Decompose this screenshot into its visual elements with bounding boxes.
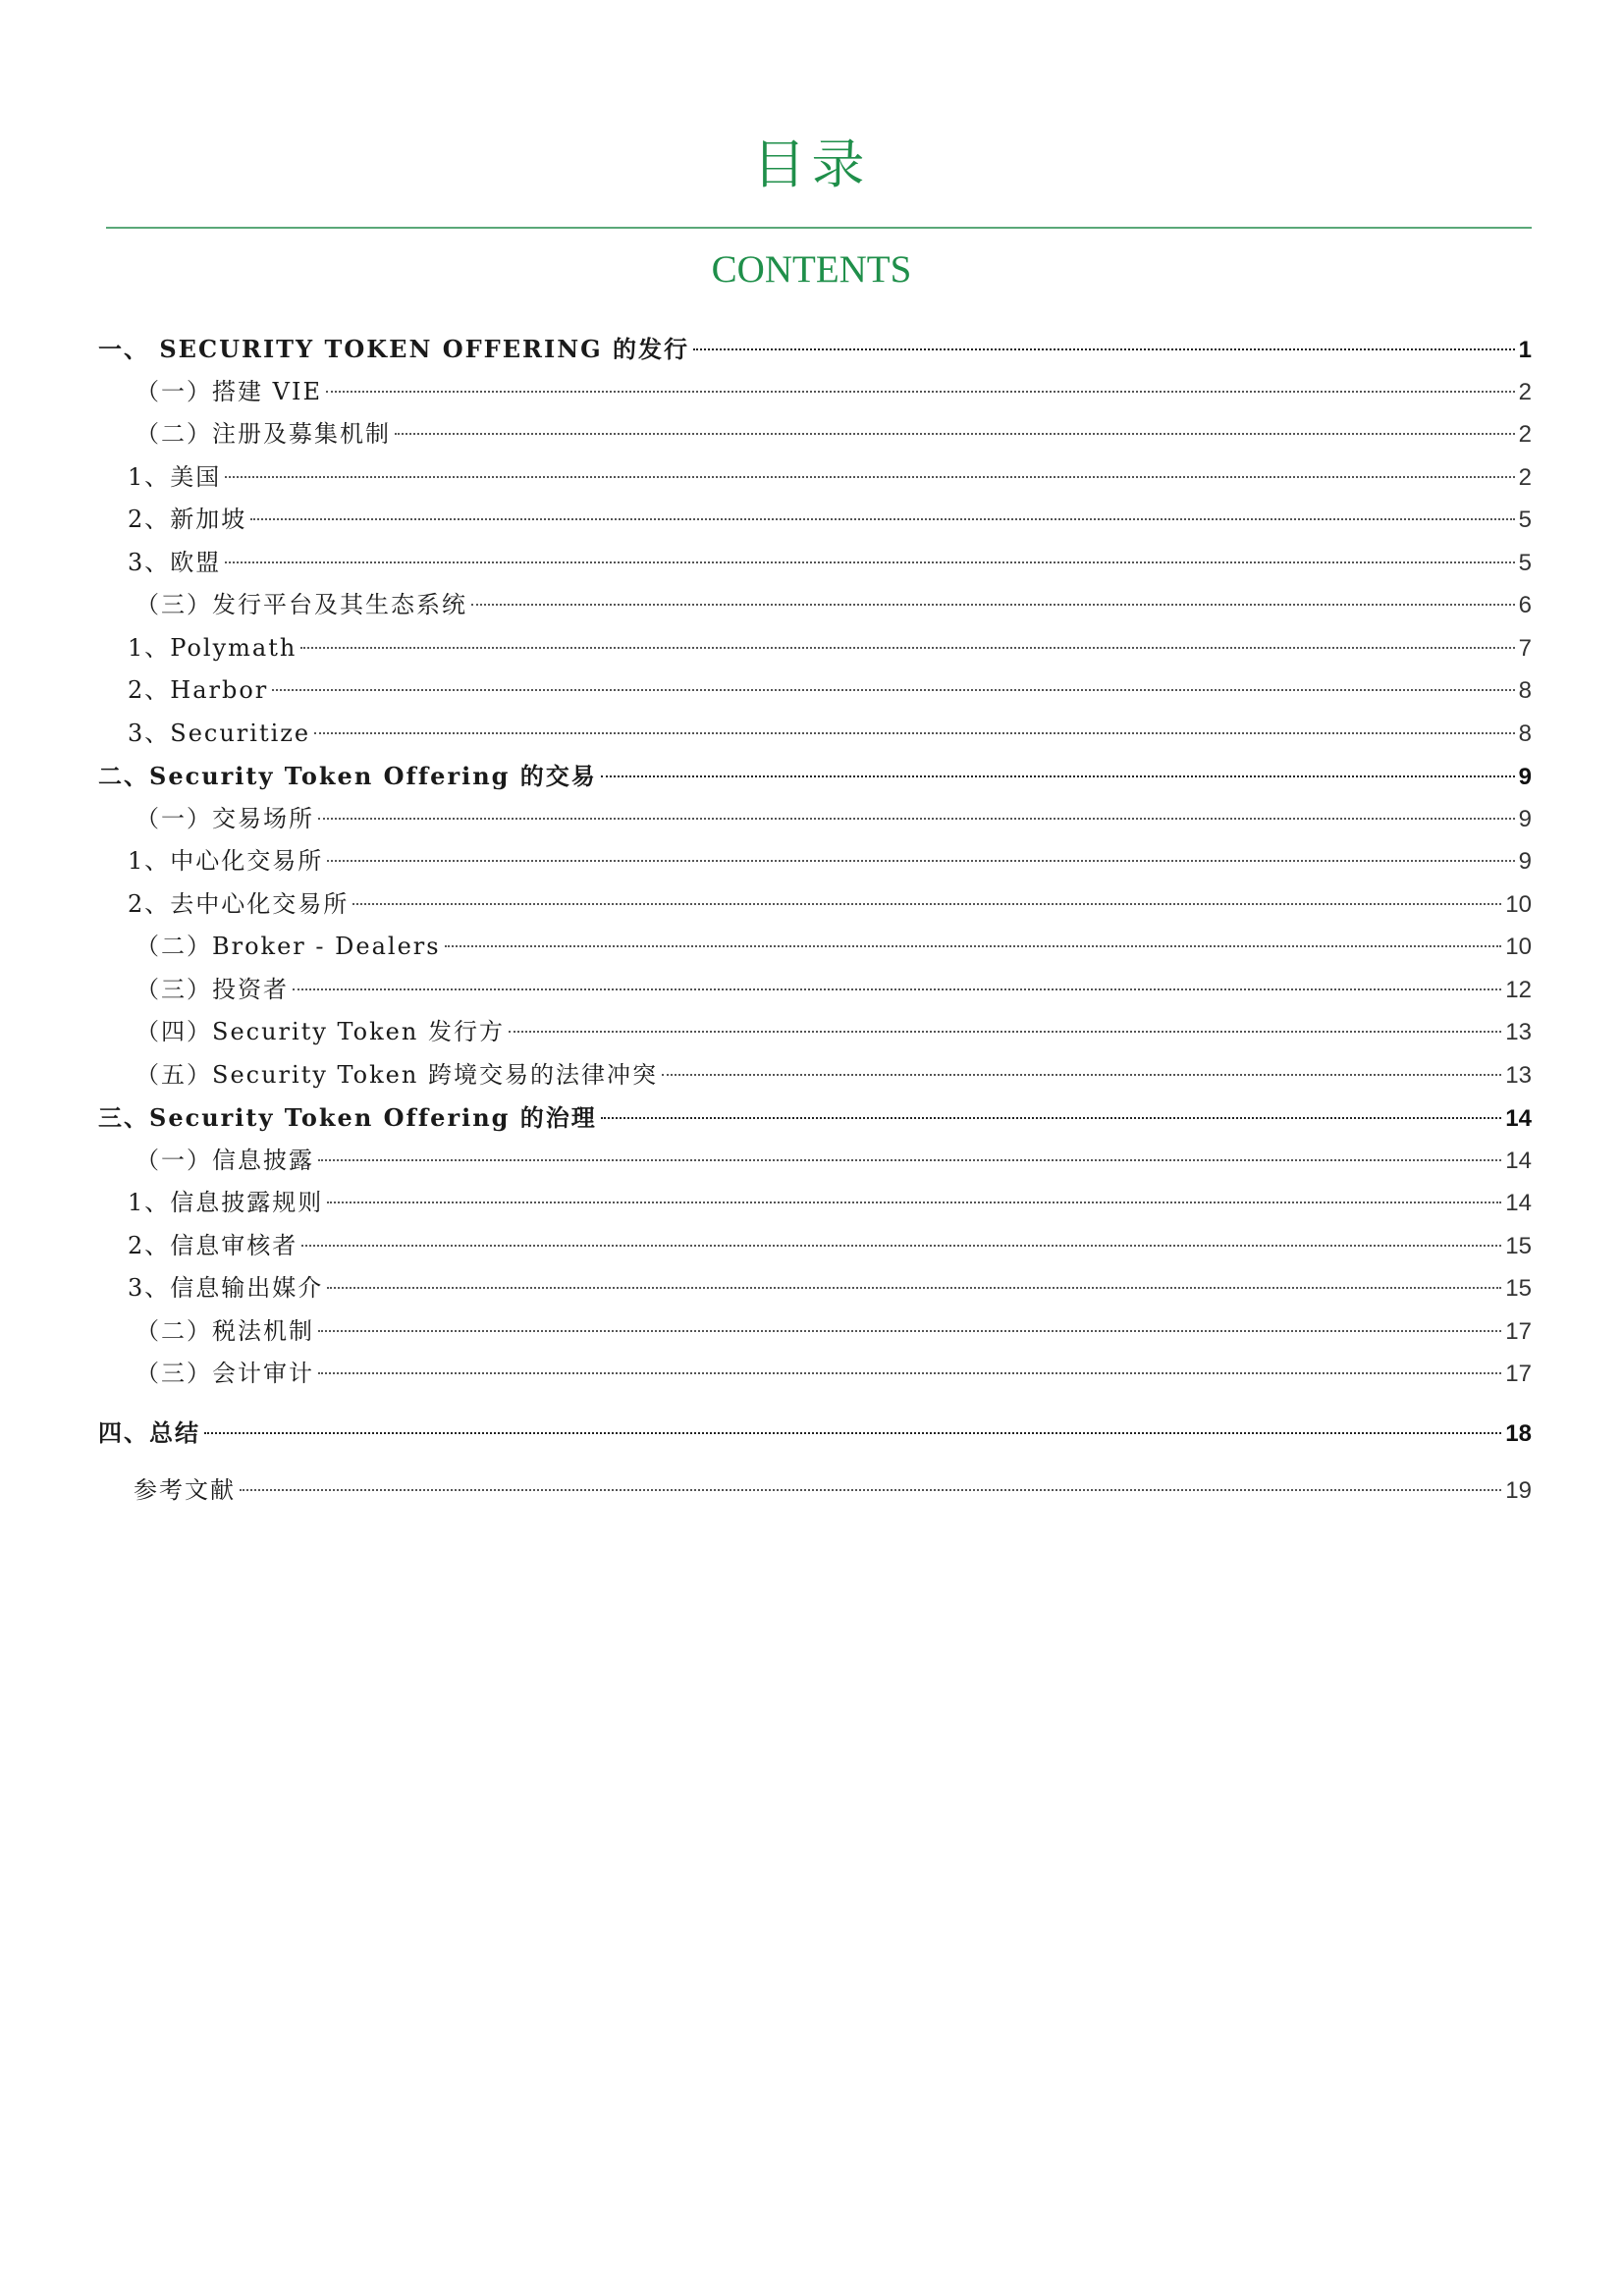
toc-leader: [395, 433, 1515, 435]
toc-leader: [314, 732, 1515, 734]
toc-entry[interactable]: [98, 627, 1532, 670]
toc-entry-label: （一）交易场所: [135, 804, 314, 832]
toc-entry[interactable]: [98, 1096, 1532, 1140]
toc-leader: [693, 348, 1515, 350]
toc-entry[interactable]: [98, 413, 1532, 456]
toc-page-number: 9: [1518, 805, 1532, 832]
toc-page-number: 8: [1518, 677, 1532, 704]
toc-page-number: 6: [1518, 592, 1532, 618]
toc-entry-label: （一）搭建 VIE: [135, 377, 322, 405]
toc-entry-label: 参考文献: [134, 1476, 236, 1504]
toc-entry-label: （三）会计审计: [135, 1360, 314, 1387]
toc-entry[interactable]: [98, 669, 1532, 713]
toc-entry[interactable]: [98, 1011, 1532, 1054]
toc-page-number: 17: [1505, 1317, 1532, 1345]
toc-leader: [327, 860, 1514, 862]
toc-leader: [445, 945, 1502, 947]
toc-page-number: 2: [1518, 463, 1532, 491]
toc-entry-label: （三）投资者: [135, 975, 289, 1003]
toc-entry[interactable]: [98, 1469, 1532, 1513]
toc-leader: [327, 1201, 1501, 1203]
toc-leader: [352, 903, 1501, 905]
toc-page-number: 9: [1518, 764, 1532, 790]
toc-entry[interactable]: [98, 1412, 1532, 1455]
toc-entry-label: 三、Security Token Offering 的治理: [98, 1103, 597, 1132]
toc-entry-label: （三）发行平台及其生态系统: [135, 591, 467, 618]
page-subtitle: CONTENTS: [711, 248, 912, 291]
toc-entry-label: 1、中心化交易所: [128, 847, 324, 875]
toc-page-number: 7: [1518, 634, 1532, 662]
toc-entry[interactable]: [98, 840, 1532, 883]
toc-entry[interactable]: [98, 584, 1532, 627]
toc-entry-label: （一）信息披露: [135, 1146, 314, 1174]
toc-page-number: 8: [1518, 720, 1532, 747]
toc-leader: [204, 1432, 1501, 1434]
toc-page-number: 17: [1505, 1361, 1532, 1387]
toc-leader: [240, 1489, 1501, 1491]
toc-page-number: 15: [1505, 1232, 1532, 1259]
toc-page-number: 14: [1505, 1105, 1532, 1132]
toc-entry[interactable]: [98, 456, 1532, 500]
toc-leader: [293, 988, 1501, 990]
toc-leader: [225, 561, 1514, 563]
toc-entry-label: 2、Harbor: [128, 676, 269, 704]
toc-leader: [601, 775, 1515, 777]
toc-entry-label: 2、信息审核者: [128, 1231, 298, 1259]
toc-entry-label: （五）Security Token 跨境交易的法律冲突: [135, 1060, 658, 1089]
toc-entry[interactable]: [98, 371, 1532, 414]
toc-entry[interactable]: [98, 1054, 1532, 1097]
toc-entry[interactable]: [98, 1353, 1532, 1396]
toc-leader: [509, 1031, 1501, 1033]
toc-entry-label: （二）Broker - Dealers: [135, 933, 441, 960]
toc-entry-label: 1、Polymath: [128, 633, 298, 662]
toc-page-number: 2: [1518, 421, 1532, 448]
toc-leader: [301, 1245, 1501, 1247]
toc-entry-label: （二）税法机制: [135, 1316, 314, 1345]
toc-page-number: 5: [1518, 549, 1532, 576]
toc-entry-label: 一、 SECURITY TOKEN OFFERING 的发行: [98, 335, 689, 363]
toc-entry[interactable]: [98, 969, 1532, 1012]
toc-entry-label: 四、总结: [98, 1417, 200, 1447]
toc-leader: [662, 1074, 1501, 1076]
toc-page-number: 13: [1505, 1019, 1532, 1045]
toc-leader: [272, 689, 1514, 691]
toc-leader: [601, 1117, 1501, 1119]
toc-page-number: 15: [1505, 1275, 1532, 1302]
toc-entry-label: 二、Security Token Offering 的交易: [98, 762, 597, 790]
toc-entry[interactable]: [98, 883, 1532, 927]
toc-entry-label: （二）注册及募集机制: [135, 420, 391, 448]
toc-leader: [471, 604, 1515, 606]
toc-entry-label: 1、美国: [128, 462, 222, 491]
toc-leader: [318, 818, 1515, 820]
toc-leader: [318, 1372, 1501, 1374]
toc-page-number: 10: [1505, 890, 1532, 918]
page-title: 目录: [752, 133, 871, 195]
toc-leader: [318, 1159, 1501, 1161]
toc-leader: [225, 476, 1514, 478]
toc-page-number: 18: [1505, 1419, 1532, 1447]
toc-entry-label: （四）Security Token 发行方: [135, 1018, 505, 1045]
toc-leader: [326, 391, 1515, 393]
toc-entry[interactable]: [98, 755, 1532, 798]
toc-entry[interactable]: [98, 798, 1532, 841]
toc-entry[interactable]: [98, 1140, 1532, 1183]
toc-entry[interactable]: [98, 1310, 1532, 1354]
toc-leader: [327, 1287, 1501, 1289]
toc-page-number: 1: [1518, 337, 1532, 363]
toc-entry-label: 3、信息输出媒介: [128, 1274, 324, 1302]
toc-page-number: 14: [1505, 1190, 1532, 1216]
toc-page-number: 2: [1518, 378, 1532, 405]
toc-page-number: 12: [1505, 976, 1532, 1003]
toc-leader: [318, 1330, 1501, 1332]
toc-page-number: 10: [1505, 934, 1532, 960]
title-divider: [106, 227, 1532, 229]
toc-entry[interactable]: [98, 926, 1532, 969]
toc-entry-label: 3、Securitize: [128, 719, 311, 747]
toc-entry[interactable]: [98, 1225, 1532, 1268]
toc-entry[interactable]: [98, 1182, 1532, 1225]
toc-page-number: 5: [1518, 507, 1532, 533]
toc-page-number: 14: [1505, 1147, 1532, 1174]
toc-page-number: 9: [1518, 848, 1532, 875]
toc-entry[interactable]: [98, 542, 1532, 585]
toc-page-number: 13: [1505, 1061, 1532, 1089]
toc-entry[interactable]: [98, 499, 1532, 542]
toc-page-number: 19: [1505, 1477, 1532, 1504]
toc-entry[interactable]: [98, 1267, 1532, 1310]
toc-entry[interactable]: [98, 328, 1532, 371]
toc-entry[interactable]: [98, 713, 1532, 756]
toc-leader: [250, 518, 1514, 520]
toc-entry-label: 2、新加坡: [128, 506, 247, 533]
table-of-contents: [98, 328, 1532, 1513]
toc-entry-label: 1、信息披露规则: [128, 1189, 324, 1216]
toc-leader: [300, 647, 1514, 649]
toc-entry-label: 3、欧盟: [128, 548, 222, 576]
toc-entry-label: 2、去中心化交易所: [128, 889, 350, 918]
